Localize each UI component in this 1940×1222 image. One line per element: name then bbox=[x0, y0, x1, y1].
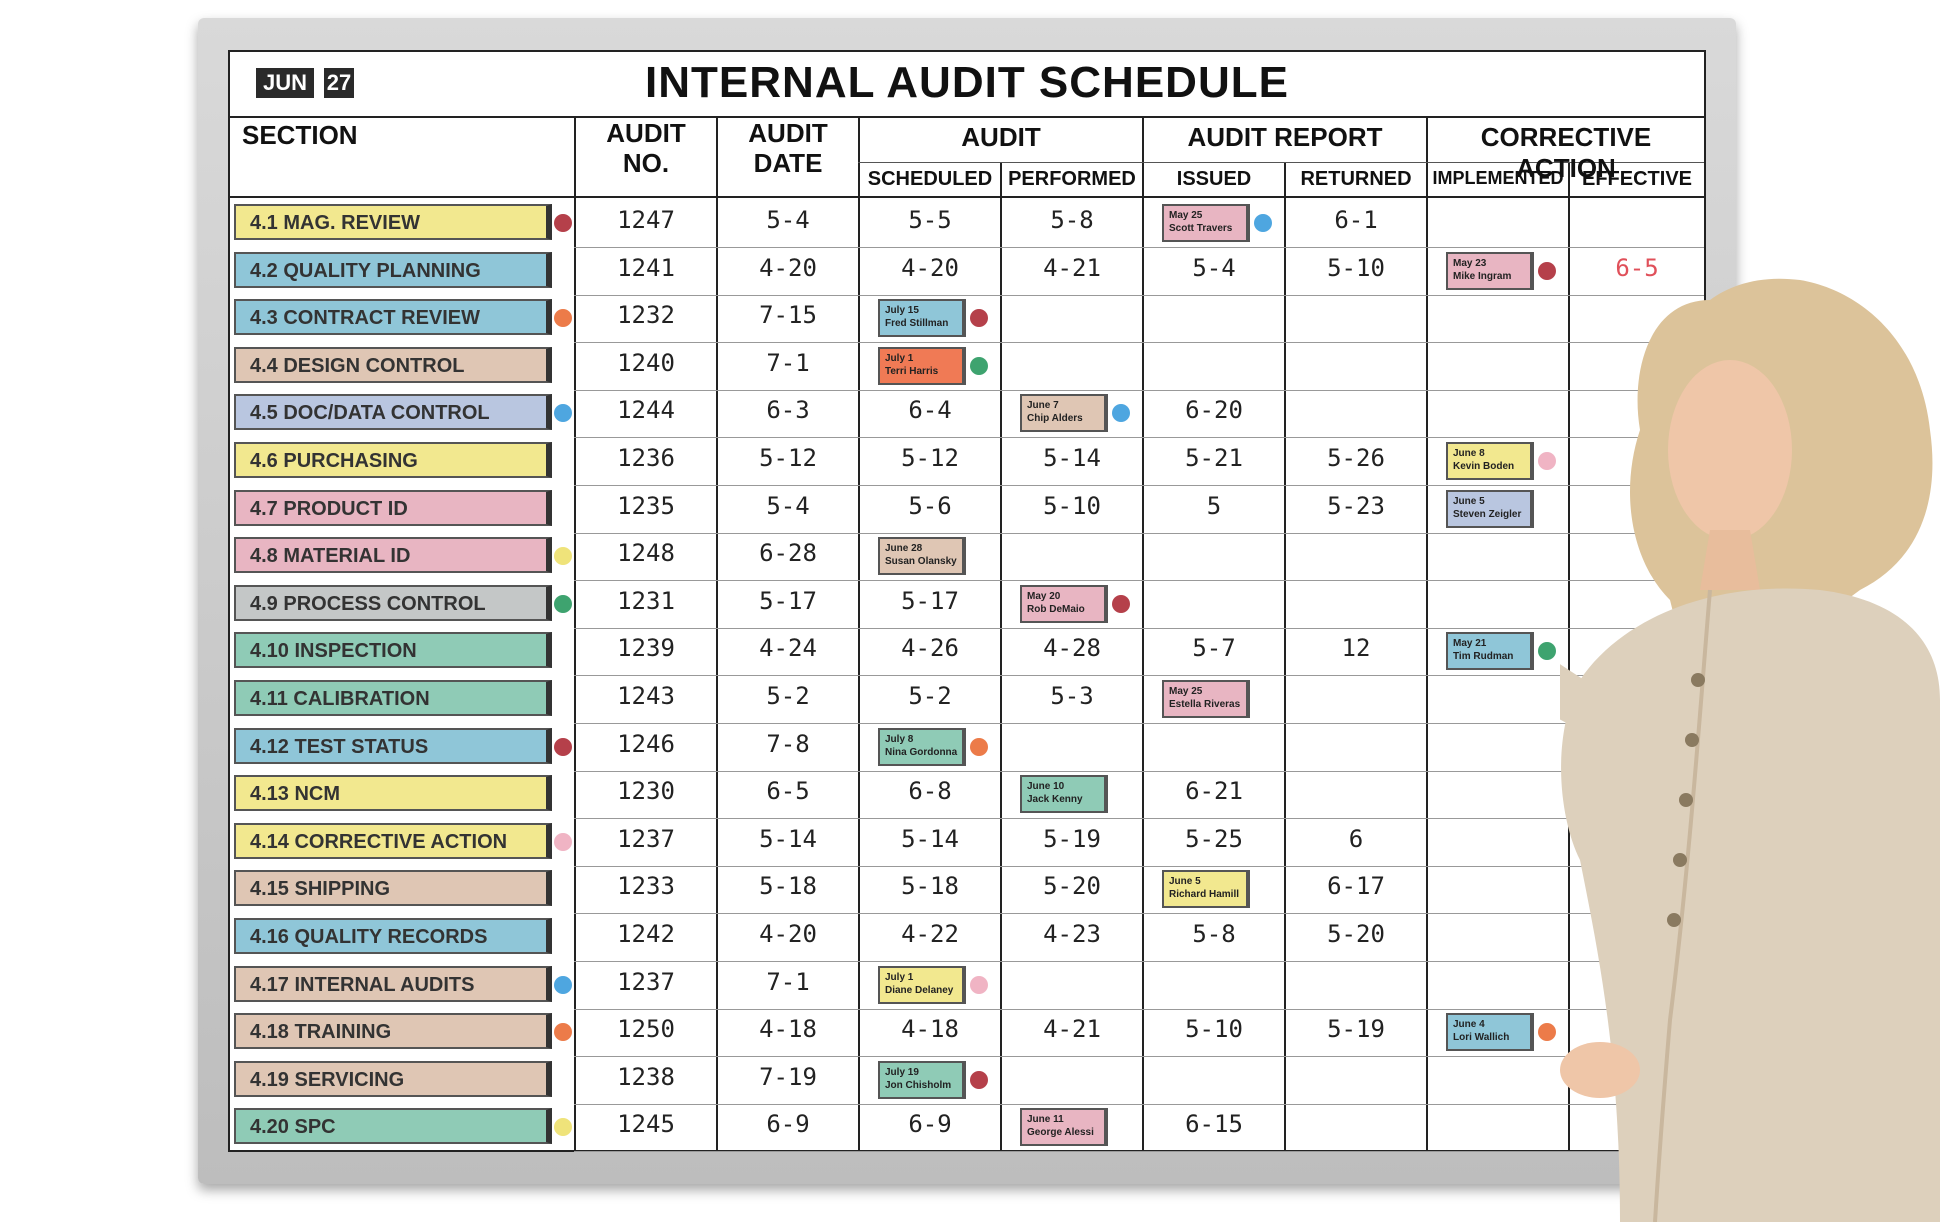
section-strip[interactable]: 4.10 INSPECTION bbox=[234, 632, 552, 668]
auditor-tag-name: Mike Ingram bbox=[1453, 270, 1512, 282]
status-dot[interactable] bbox=[554, 404, 572, 422]
cell-sched: 6-9 bbox=[908, 1110, 952, 1139]
cell-sched: 6-8 bbox=[908, 777, 952, 806]
cell-no: 1250 bbox=[617, 1015, 675, 1044]
auditor-tag[interactable] bbox=[878, 299, 966, 337]
cell-date: 7-1 bbox=[766, 967, 810, 996]
auditor-tag-name: Lori Wallich bbox=[1453, 1032, 1510, 1044]
cell-sched: 4-26 bbox=[901, 634, 959, 663]
table-row bbox=[230, 724, 1704, 772]
cell-returned: 5-10 bbox=[1327, 253, 1385, 282]
cell-eff: 6-5 bbox=[1615, 253, 1659, 282]
header-implemented: IMPLEMENTED bbox=[1432, 168, 1564, 188]
tag-status-dot[interactable] bbox=[970, 1071, 988, 1089]
table-row bbox=[230, 1104, 1704, 1152]
cell-perf: 4-23 bbox=[1043, 920, 1101, 948]
auditor-tag[interactable] bbox=[1446, 1013, 1534, 1051]
header-audit-no bbox=[576, 118, 716, 178]
cell-date: 7-15 bbox=[759, 301, 817, 330]
cell-returned: 12 bbox=[1341, 634, 1371, 663]
tag-status-dot[interactable] bbox=[1538, 262, 1556, 280]
cell-no: 1240 bbox=[617, 348, 675, 377]
header-scheduled: SCHEDULED bbox=[867, 168, 993, 190]
auditor-tag[interactable] bbox=[1446, 632, 1534, 670]
table-row bbox=[230, 581, 1704, 629]
date-day-card: 27 bbox=[324, 68, 354, 98]
cell-returned: 5-19 bbox=[1327, 1015, 1385, 1044]
section-strip[interactable]: 4.18 TRAINING bbox=[234, 1013, 552, 1049]
section-strip[interactable]: 4.4 DESIGN CONTROL bbox=[234, 347, 552, 383]
table-row bbox=[230, 676, 1704, 724]
header-audit-date-line1: AUDIT bbox=[748, 118, 828, 148]
header-audit-no-line2: NO. bbox=[622, 148, 670, 178]
auditor-tag-date: June 7 bbox=[1027, 400, 1059, 412]
cell-date: 5-17 bbox=[759, 586, 817, 615]
cell-sched: 4-20 bbox=[901, 253, 959, 282]
cell-no: 1236 bbox=[617, 444, 675, 472]
table-row bbox=[230, 533, 1704, 581]
section-strip[interactable]: 4.1 MAG. REVIEW bbox=[234, 204, 552, 240]
section-strip[interactable]: 4.8 MATERIAL ID bbox=[234, 537, 552, 573]
auditor-tag-date: May 25 bbox=[1169, 686, 1203, 697]
cell-no: 1232 bbox=[617, 301, 675, 330]
cell-perf: 5-10 bbox=[1043, 491, 1101, 520]
auditor-tag-name: Terri Harris bbox=[885, 365, 939, 377]
cell-no: 1237 bbox=[617, 824, 675, 853]
section-strip[interactable]: 4.12 TEST STATUS bbox=[234, 728, 552, 764]
section-strip[interactable]: 4.11 CALIBRATION bbox=[234, 680, 552, 716]
auditor-tag-name: Estella Riveras bbox=[1169, 699, 1241, 710]
cell-date: 7-19 bbox=[759, 1062, 817, 1091]
table-row bbox=[230, 343, 1704, 391]
cell-date: 4-18 bbox=[759, 1015, 817, 1044]
board-title: INTERNAL AUDIT SCHEDULE bbox=[645, 58, 1289, 107]
cell-sched: 4-18 bbox=[901, 1015, 959, 1044]
audit-schedule-board bbox=[228, 50, 1706, 1152]
cell-date: 4-20 bbox=[759, 253, 817, 282]
auditor-tag[interactable] bbox=[878, 966, 966, 1004]
cell-no: 1231 bbox=[617, 586, 675, 615]
section-strip[interactable]: 4.7 PRODUCT ID bbox=[234, 490, 552, 526]
auditor-tag-name: Susan Olansky bbox=[885, 556, 957, 568]
cell-date: 5-4 bbox=[766, 206, 810, 234]
auditor-tag-name: Richard Hamill bbox=[1169, 889, 1240, 901]
cell-sched: 5-17 bbox=[901, 586, 959, 615]
header-corrective-action: CORRECTIVE ACTION bbox=[1480, 122, 1652, 183]
table-row bbox=[230, 200, 1704, 248]
table-row bbox=[230, 866, 1704, 914]
cell-issued: 6-20 bbox=[1185, 396, 1243, 425]
cell-no: 1230 bbox=[617, 777, 675, 806]
auditor-tag-name: Steven Zeigler bbox=[1453, 508, 1522, 520]
cell-returned: 5-26 bbox=[1327, 444, 1385, 472]
cell-no: 1242 bbox=[617, 920, 675, 948]
auditor-tag-date: June 28 bbox=[885, 543, 923, 555]
cell-date: 6-28 bbox=[759, 539, 817, 568]
auditor-tag-name: Chip Alders bbox=[1027, 413, 1083, 425]
cell-perf: 5-19 bbox=[1043, 824, 1101, 853]
auditor-tag[interactable] bbox=[1446, 442, 1534, 480]
auditor-tag-date: May 23 bbox=[1453, 257, 1487, 269]
cell-no: 1237 bbox=[617, 967, 675, 996]
auditor-tag-date: June 4 bbox=[1453, 1019, 1485, 1031]
row-rule bbox=[574, 1151, 1704, 1152]
cell-sched: 5-5 bbox=[908, 206, 952, 234]
table-row bbox=[230, 771, 1704, 819]
status-dot[interactable] bbox=[554, 547, 572, 565]
tag-status-dot[interactable] bbox=[1112, 595, 1130, 613]
auditor-tag-date: July 8 bbox=[885, 733, 914, 745]
header-audit-date-line2: DATE bbox=[753, 148, 823, 178]
header-audit-no-line1: AUDIT bbox=[606, 118, 686, 148]
section-strip[interactable]: 4.19 SERVICING bbox=[234, 1061, 552, 1097]
cell-date: 4-24 bbox=[759, 634, 817, 663]
status-dot[interactable] bbox=[554, 214, 572, 232]
tag-status-dot[interactable] bbox=[1254, 214, 1272, 232]
auditor-tag-name: Tim Rudman bbox=[1453, 651, 1514, 663]
section-strip[interactable]: 4.17 INTERNAL AUDITS bbox=[234, 966, 552, 1002]
status-dot[interactable] bbox=[554, 1023, 572, 1041]
cell-no: 1233 bbox=[617, 872, 675, 901]
auditor-tag[interactable] bbox=[1162, 680, 1250, 718]
auditor-tag-name: Fred Stillman bbox=[885, 318, 949, 330]
cell-returned: 5-20 bbox=[1327, 920, 1385, 948]
cell-no: 1245 bbox=[617, 1110, 675, 1139]
header-top-rule bbox=[230, 116, 1704, 118]
header-audit: AUDIT bbox=[961, 122, 1041, 152]
auditor-tag-date: May 21 bbox=[1453, 638, 1487, 650]
cell-issued: 5-7 bbox=[1192, 634, 1236, 663]
auditor-tag[interactable] bbox=[1020, 1108, 1108, 1146]
cell-no: 1238 bbox=[617, 1062, 675, 1091]
auditor-tag-name: Diane Delaney bbox=[885, 984, 954, 996]
auditor-tag[interactable] bbox=[878, 347, 966, 385]
section-strip[interactable]: 4.2 QUALITY PLANNING bbox=[234, 252, 552, 288]
status-dot[interactable] bbox=[554, 738, 572, 756]
table-row bbox=[230, 962, 1704, 1010]
table-row bbox=[230, 390, 1704, 438]
cell-date: 4-20 bbox=[759, 920, 817, 948]
table-row bbox=[230, 914, 1704, 962]
cell-sched: 6-4 bbox=[908, 396, 952, 425]
cell-date: 5-18 bbox=[759, 872, 817, 901]
cell-perf: 5-20 bbox=[1043, 872, 1101, 901]
auditor-tag-date: July 1 bbox=[885, 971, 914, 983]
cell-date: 5-12 bbox=[759, 444, 817, 472]
cell-issued: 5-4 bbox=[1192, 253, 1236, 282]
cell-returned: 6-1 bbox=[1334, 206, 1378, 234]
section-strip[interactable]: 4.3 CONTRACT REVIEW bbox=[234, 299, 552, 335]
cell-date: 6-3 bbox=[766, 396, 810, 425]
header-performed: PERFORMED bbox=[1008, 168, 1136, 190]
header-effective: EFFECTIVE bbox=[1581, 168, 1692, 190]
section-strip[interactable]: 4.13 NCM bbox=[234, 775, 552, 811]
cell-no: 1235 bbox=[617, 491, 675, 520]
section-strip[interactable]: 4.16 QUALITY RECORDS bbox=[234, 918, 552, 954]
auditor-tag[interactable] bbox=[878, 728, 966, 766]
cell-issued: 5-8 bbox=[1192, 920, 1236, 948]
cell-no: 1243 bbox=[617, 682, 675, 710]
cell-perf: 5-14 bbox=[1043, 444, 1101, 472]
header-bottom-rule bbox=[230, 196, 1704, 198]
cell-perf: 4-21 bbox=[1043, 1015, 1101, 1044]
cell-date: 5-14 bbox=[759, 824, 817, 853]
status-dot[interactable] bbox=[554, 833, 572, 851]
auditor-tag-name: Scott Travers bbox=[1169, 223, 1233, 234]
cell-sched: 4-22 bbox=[901, 920, 959, 948]
cell-date: 6-5 bbox=[766, 777, 810, 806]
auditor-tag-date: June 5 bbox=[1453, 495, 1485, 507]
tag-status-dot[interactable] bbox=[970, 976, 988, 994]
cell-no: 1241 bbox=[617, 253, 675, 282]
cell-perf: 5-3 bbox=[1050, 682, 1094, 710]
section-strip[interactable]: 4.9 PROCESS CONTROL bbox=[234, 585, 552, 621]
cell-no: 1247 bbox=[617, 206, 675, 234]
cell-sched: 5-12 bbox=[901, 444, 959, 472]
auditor-tag-date: July 19 bbox=[885, 1066, 919, 1078]
section-strip[interactable]: 4.14 CORRECTIVE ACTION bbox=[234, 823, 552, 859]
auditor-tag-date: May 20 bbox=[1027, 590, 1061, 602]
cell-issued: 6-21 bbox=[1185, 777, 1243, 806]
table-row bbox=[230, 295, 1704, 343]
cell-date: 5-2 bbox=[766, 682, 810, 710]
auditor-tag-date: May 25 bbox=[1169, 210, 1203, 221]
section-strip[interactable]: 4.15 SHIPPING bbox=[234, 870, 552, 906]
cell-no: 1239 bbox=[617, 634, 675, 663]
auditor-tag-name: George Alessi bbox=[1027, 1127, 1094, 1139]
cell-returned: 6 bbox=[1348, 824, 1364, 853]
auditor-tag[interactable] bbox=[1446, 252, 1534, 290]
auditor-tag[interactable] bbox=[1020, 394, 1108, 432]
header-issued: ISSUED bbox=[1176, 168, 1252, 190]
cell-perf: 4-21 bbox=[1043, 253, 1101, 282]
cell-returned: 5-23 bbox=[1327, 491, 1385, 520]
auditor-tag-name: Jon Chisholm bbox=[885, 1079, 952, 1091]
auditor-tag[interactable] bbox=[1162, 204, 1250, 242]
header-audit-date bbox=[718, 118, 858, 178]
auditor-tag-name: Nina Gordonna bbox=[885, 746, 958, 758]
tag-status-dot[interactable] bbox=[970, 738, 988, 756]
auditor-tag[interactable] bbox=[1162, 870, 1250, 908]
date-month-card: JUN bbox=[256, 68, 314, 98]
auditor-tag-date: June 5 bbox=[1169, 876, 1201, 888]
status-dot[interactable] bbox=[554, 976, 572, 994]
auditor-tag[interactable] bbox=[1446, 490, 1534, 528]
auditor-tag[interactable] bbox=[878, 537, 966, 575]
tag-status-dot[interactable] bbox=[1538, 452, 1556, 470]
auditor-tag[interactable] bbox=[878, 1061, 966, 1099]
auditor-tag-date: June 8 bbox=[1453, 448, 1485, 459]
cell-perf: 4-28 bbox=[1043, 634, 1101, 663]
auditor-tag-date: July 1 bbox=[885, 352, 914, 364]
cell-sched: 5-2 bbox=[908, 682, 952, 710]
header-section: SECTION bbox=[242, 120, 358, 150]
table-row bbox=[230, 819, 1704, 867]
cell-issued: 5-10 bbox=[1185, 1015, 1243, 1044]
tag-status-dot[interactable] bbox=[970, 357, 988, 375]
cell-returned: 6-17 bbox=[1327, 872, 1385, 901]
cell-issued: 6-15 bbox=[1185, 1110, 1243, 1139]
cell-date: 6-9 bbox=[766, 1110, 810, 1139]
cell-date: 5-4 bbox=[766, 491, 810, 520]
cell-no: 1244 bbox=[617, 396, 675, 425]
cell-no: 1246 bbox=[617, 729, 675, 758]
cell-sched: 5-18 bbox=[901, 872, 959, 901]
status-dot[interactable] bbox=[554, 1118, 572, 1136]
section-strip[interactable]: 4.20 SPC bbox=[234, 1108, 552, 1144]
section-strip[interactable]: 4.5 DOC/DATA CONTROL bbox=[234, 394, 552, 430]
cell-issued: 5-25 bbox=[1185, 824, 1243, 853]
status-dot[interactable] bbox=[554, 309, 572, 327]
auditor-tag[interactable] bbox=[1020, 775, 1108, 813]
auditor-tag-name: Rob DeMaio bbox=[1027, 603, 1085, 615]
status-dot[interactable] bbox=[554, 595, 572, 613]
header-returned: RETURNED bbox=[1300, 168, 1412, 190]
cell-sched: 5-14 bbox=[901, 824, 959, 853]
section-strip[interactable]: 4.6 PURCHASING bbox=[234, 442, 552, 478]
auditor-tag[interactable] bbox=[1020, 585, 1108, 623]
auditor-tag-date: July 15 bbox=[885, 305, 919, 317]
auditor-tag-date: June 11 bbox=[1027, 1114, 1064, 1126]
table-row bbox=[230, 1057, 1704, 1105]
cell-no: 1248 bbox=[617, 539, 675, 568]
auditor-tag-date: June 10 bbox=[1027, 781, 1065, 793]
cell-date: 7-1 bbox=[766, 348, 810, 377]
cell-date: 7-8 bbox=[766, 729, 810, 758]
auditor-tag-name: Jack Kenny bbox=[1027, 794, 1083, 806]
presenter-illustration bbox=[1560, 260, 1940, 1222]
auditor-tag-name: Kevin Boden bbox=[1453, 461, 1515, 472]
header-audit-report: AUDIT REPORT bbox=[1187, 122, 1383, 152]
cell-issued: 5-21 bbox=[1185, 444, 1243, 472]
cell-sched: 5-6 bbox=[908, 491, 952, 520]
cell-perf: 5-8 bbox=[1050, 206, 1094, 234]
cell-issued: 5 bbox=[1206, 491, 1222, 520]
